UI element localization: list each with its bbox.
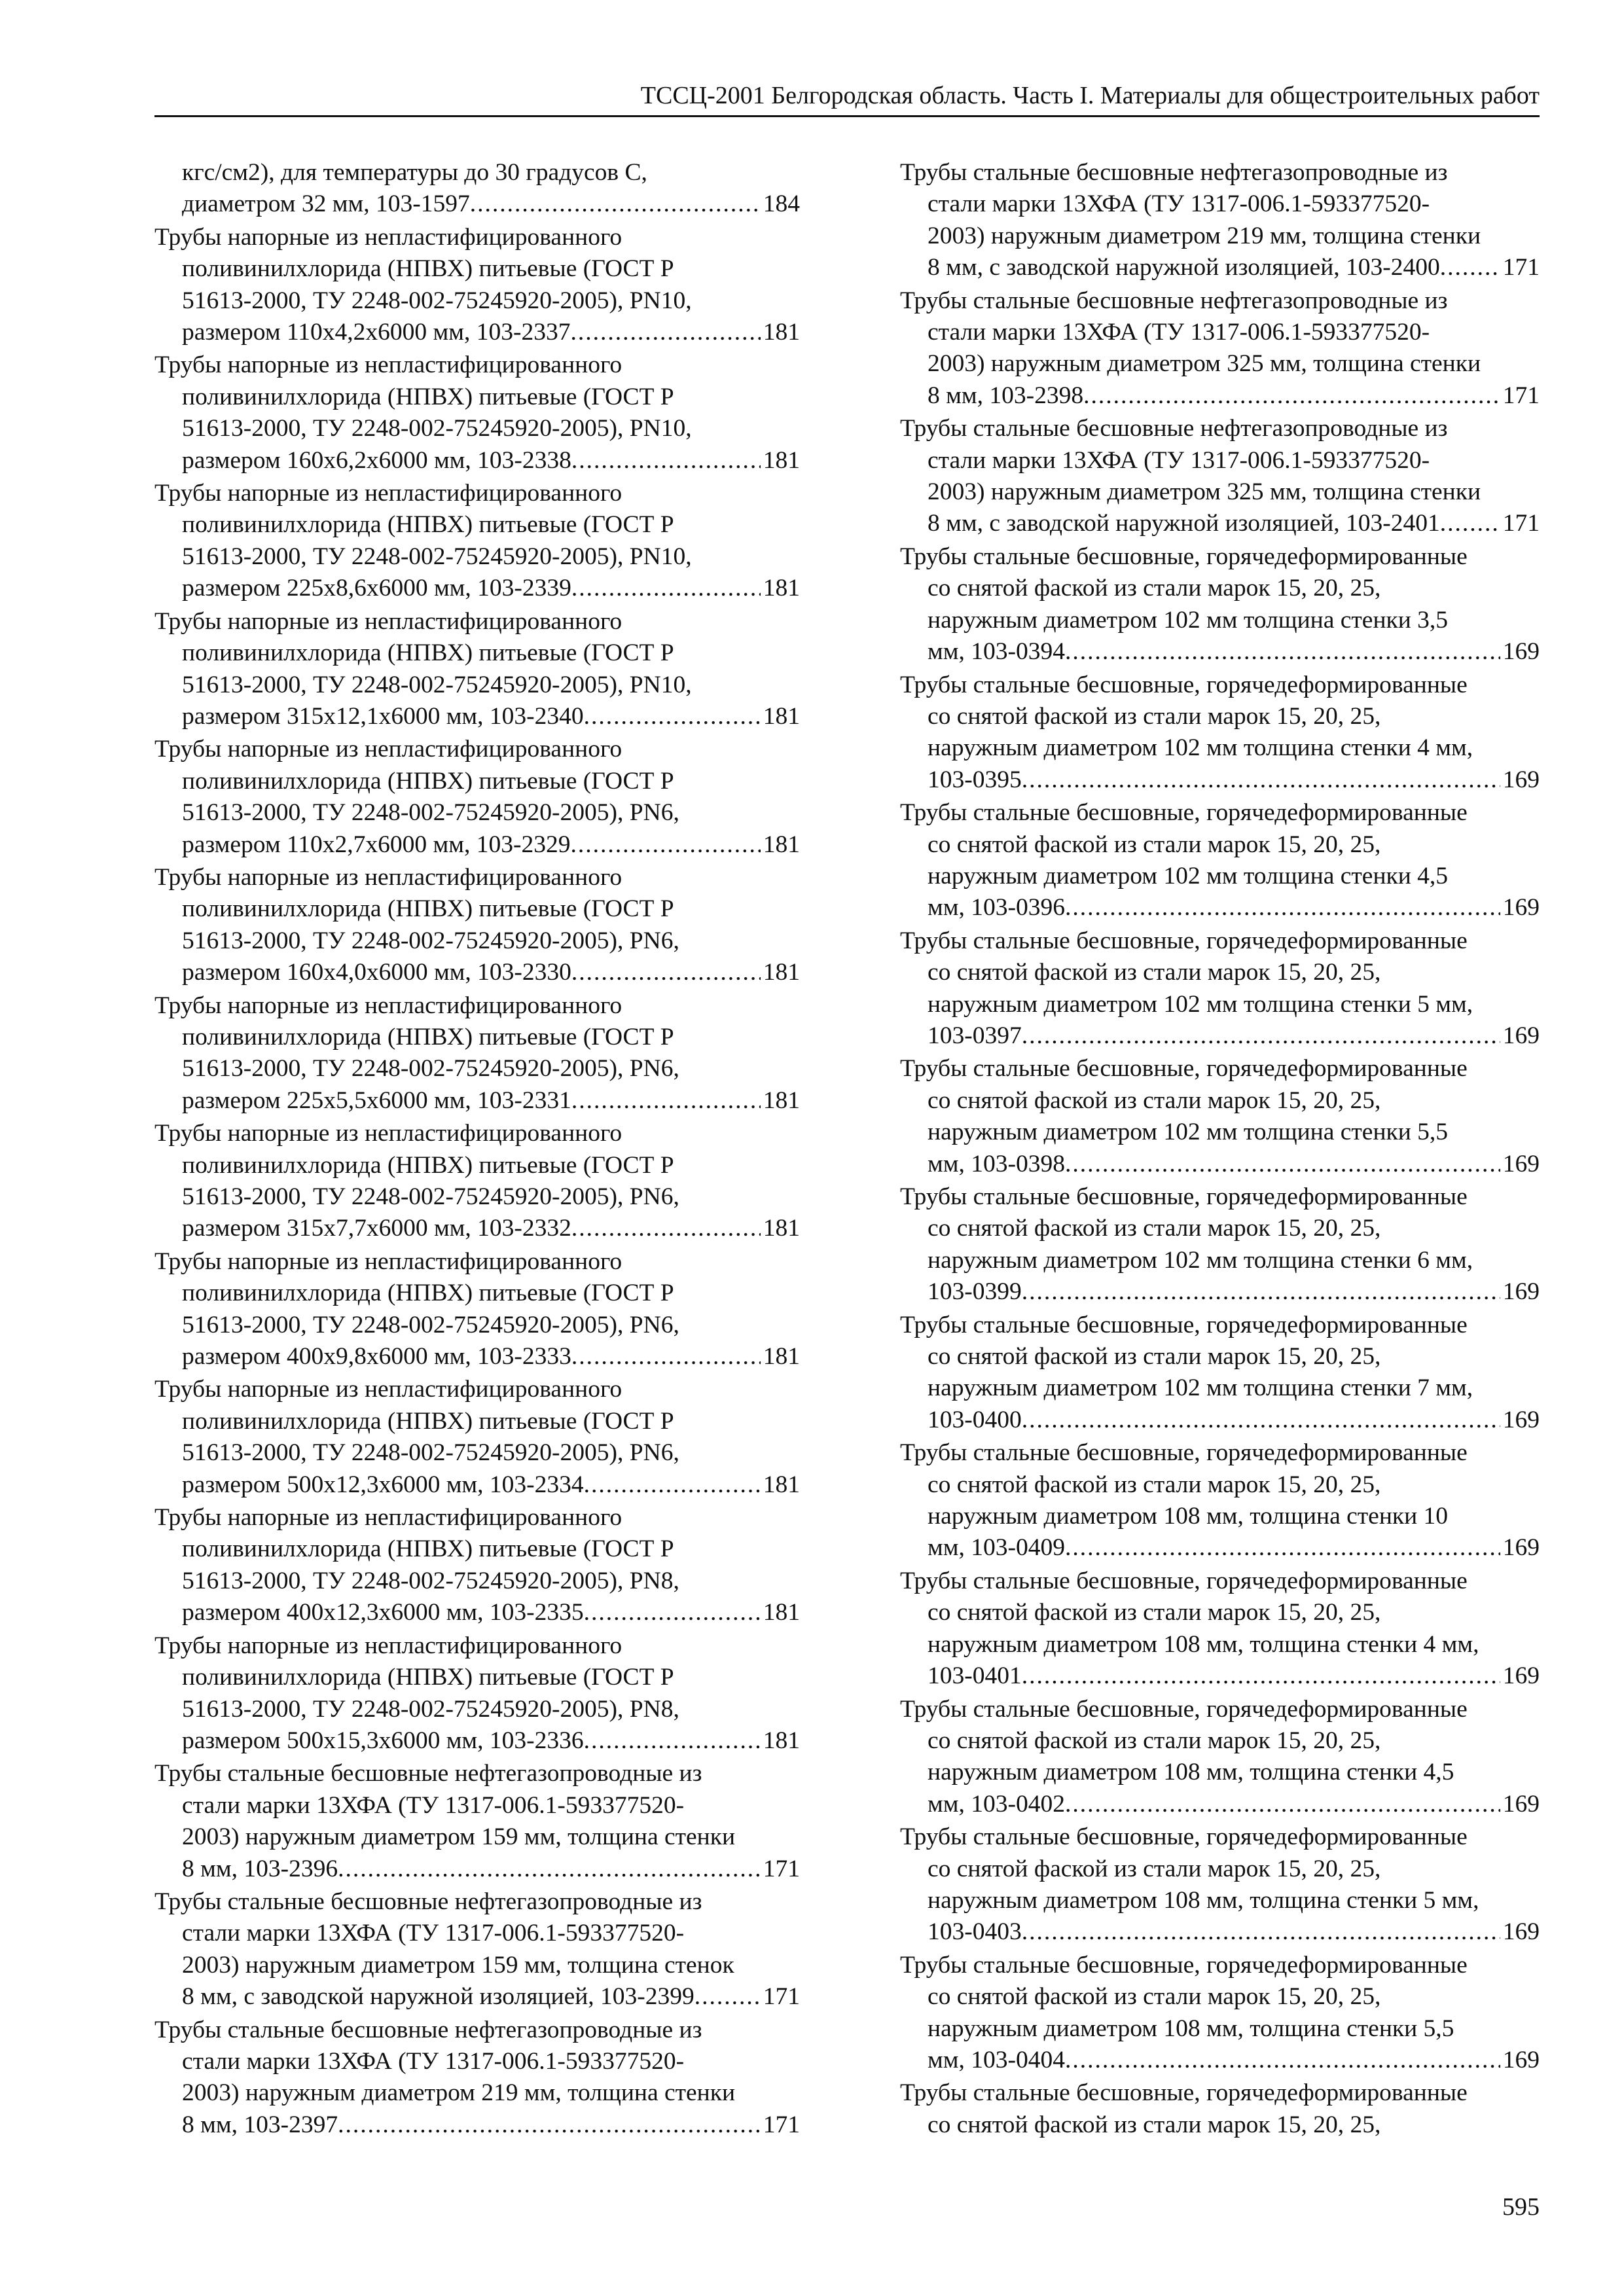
index-entry	[900, 1821, 1540, 1948]
entry-last-line	[154, 1085, 800, 1117]
entry-text-line: 51613-2000, ТУ 2248-002-75245920-2005), PN6,	[182, 1311, 679, 1338]
entry-tail-text: мм, 103-0396	[928, 894, 1065, 922]
entry-tail-text: размером 160х4,0х6000 мм, 103-2330	[182, 959, 571, 986]
entry-text-line: Трубы стальные бесшовные, горячедеформированные	[900, 1183, 1468, 1210]
entry-page-number: 181	[763, 1215, 800, 1242]
entry-page-number: 181	[763, 1343, 800, 1371]
entry-text-line: со снятой фаской из стали марок 15, 20, 25,	[928, 1343, 1381, 1371]
dot-leader	[1022, 1405, 1500, 1436]
index-entry	[900, 1566, 1540, 1693]
entry-text-line: 2003) наружным диаметром 159 мм, толщина стенок	[182, 1951, 734, 1979]
entry-text-line: со снятой фаской из стали марок 15, 20, 25,	[928, 2111, 1381, 2138]
index-column-right	[900, 157, 1540, 2142]
index-entry	[154, 990, 800, 1117]
entry-text-line: 2003) наружным диаметром 325 мм, толщина стенки	[928, 478, 1481, 506]
entry-page-number: 181	[763, 959, 800, 986]
entry-text-line: наружным диаметром 108 мм, толщина стенки 10	[928, 1503, 1449, 1530]
entry-text-line: поливинилхлорида (НПВХ) питьевые (ГОСТ Р	[182, 1664, 674, 1691]
entry-page-number: 169	[1502, 1534, 1540, 1562]
entry-text-line: Трубы напорные из непластифицированного	[154, 736, 623, 763]
entry-last-line	[900, 2045, 1540, 2076]
entry-text-line: наружным диаметром 102 мм толщина стенки 4,5	[928, 862, 1449, 889]
entry-last-line	[154, 957, 800, 988]
entry-text-line: Трубы стальные бесшовные, горячедеформированные	[900, 1823, 1468, 1851]
entry-text-line: 51613-2000, ТУ 2248-002-75245920-2005), PN10,	[182, 671, 692, 698]
entry-text-line: со снятой фаской из стали марок 15, 20, 25,	[928, 1983, 1381, 2011]
entry-text-line: наружным диаметром 108 мм, толщина стенки 4,5	[928, 1759, 1454, 1786]
dot-leader	[1065, 892, 1500, 924]
entry-last-line	[900, 764, 1540, 796]
entry-page-number: 184	[763, 190, 800, 218]
dot-leader	[1065, 1789, 1500, 1820]
dot-leader	[571, 1213, 761, 1244]
entry-last-line	[154, 2109, 800, 2141]
entry-last-line	[900, 252, 1540, 283]
entry-text-line: со снятой фаской из стали марок 15, 20, 25,	[928, 959, 1381, 986]
entry-last-line	[900, 1405, 1540, 1436]
running-header: ТССЦ-2001 Белгородская область. Часть I. Материалы для общестроительных работ	[154, 80, 1540, 117]
entry-last-line	[154, 1981, 800, 2013]
entry-last-line	[900, 1149, 1540, 1180]
entry-page-number: 181	[763, 1599, 800, 1626]
entry-text-line: стали марки 13ХФА (ТУ 1317-006.1-593377520-	[182, 1791, 685, 1819]
entry-text-line: 51613-2000, ТУ 2248-002-75245920-2005), PN10,	[182, 543, 692, 570]
entry-text-line: 51613-2000, ТУ 2248-002-75245920-2005), PN10,	[182, 287, 692, 314]
entry-text-line: 51613-2000, ТУ 2248-002-75245920-2005), PN8,	[182, 1567, 679, 1594]
entry-text-line: наружным диаметром 102 мм толщина стенки 5,5	[928, 1119, 1449, 1146]
entry-page-number: 171	[763, 2111, 800, 2138]
entry-last-line	[900, 1789, 1540, 1820]
entry-page-number: 171	[1502, 382, 1540, 409]
entry-text-line: Трубы стальные бесшовные, горячедеформированные	[900, 543, 1468, 570]
entry-text-line: Трубы стальные бесшовные нефтегазопроводные из	[154, 2016, 702, 2043]
entry-last-line	[154, 573, 800, 604]
entry-page-number: 181	[763, 1727, 800, 1754]
dot-leader	[338, 2109, 761, 2141]
entry-text-line: Трубы стальные бесшовные, горячедеформированные	[900, 1311, 1468, 1338]
dot-leader	[571, 573, 761, 604]
index-entry	[154, 1246, 800, 1373]
dot-leader	[571, 1341, 761, 1372]
entry-page-number: 181	[763, 831, 800, 858]
entry-tail-text: диаметром 32 мм, 103-1597	[182, 190, 470, 218]
entry-page-number: 169	[1502, 1662, 1540, 1690]
entry-text-line: Трубы стальные бесшовные нефтегазопроводные из	[900, 159, 1448, 186]
entry-text-line: Трубы стальные бесшовные, горячедеформированные	[900, 1695, 1468, 1723]
entry-text-line: 51613-2000, ТУ 2248-002-75245920-2005), PN6,	[182, 1055, 679, 1083]
entry-page-number: 169	[1502, 638, 1540, 666]
entry-last-line	[900, 508, 1540, 539]
entry-last-line	[154, 1725, 800, 1757]
entry-tail-text: 103-0403	[928, 1918, 1022, 1946]
dot-leader	[571, 957, 761, 988]
entry-last-line	[900, 892, 1540, 924]
entry-text-line: наружным диаметром 108 мм, толщина стенки 5,5	[928, 2015, 1454, 2042]
index-entry	[154, 606, 800, 733]
entry-tail-text: размером 400х12,3х6000 мм, 103-2335	[182, 1599, 584, 1626]
entry-page-number: 169	[1502, 1150, 1540, 1177]
dot-leader	[1022, 1660, 1500, 1692]
entry-page-number: 169	[1502, 1790, 1540, 1818]
entry-text-line: Трубы стальные бесшовные нефтегазопроводные из	[900, 415, 1448, 442]
entry-last-line	[154, 701, 800, 732]
entry-last-line	[154, 829, 800, 861]
entry-text-line: наружным диаметром 108 мм, толщина стенки 4 мм,	[928, 1630, 1479, 1658]
dot-leader	[338, 1854, 761, 1885]
entry-text-line: наружным диаметром 108 мм, толщина стенки 5 мм,	[928, 1886, 1479, 1914]
entry-text-line: стали марки 13ХФА (ТУ 1317-006.1-593377520-	[928, 319, 1430, 346]
entry-text-line: со снятой фаской из стали марок 15, 20, 25,	[928, 1086, 1381, 1114]
dot-leader	[1065, 1149, 1500, 1180]
entry-text-line: 2003) наружным диаметром 325 мм, толщина стенки	[928, 350, 1481, 378]
entry-text-line: поливинилхлорида (НПВХ) питьевые (ГОСТ Р	[182, 1023, 674, 1050]
entry-text-line: Трубы стальные бесшовные, горячедеформированные	[900, 1055, 1468, 1083]
entry-last-line	[154, 1341, 800, 1372]
dot-leader	[571, 445, 761, 476]
entry-text-line: Трубы напорные из непластифицированного	[154, 607, 623, 635]
index-entry	[900, 2077, 1540, 2141]
entry-page-number: 169	[1502, 2046, 1540, 2073]
entry-text-line: стали марки 13ХФА (ТУ 1317-006.1-593377520-	[928, 446, 1430, 474]
entry-tail-text: 8 мм, с заводской наружной изоляцией, 103-2399	[182, 1983, 695, 2011]
entry-tail-text: мм, 103-0409	[928, 1534, 1065, 1562]
index-entry	[900, 1053, 1540, 1180]
dot-leader	[1440, 508, 1500, 539]
index-entry	[900, 1694, 1540, 1821]
index-entry	[900, 1310, 1540, 1437]
entry-tail-text: размером 315х7,7х6000 мм, 103-2332	[182, 1215, 571, 1242]
entry-tail-text: мм, 103-0394	[928, 638, 1065, 666]
index-entry	[154, 222, 800, 349]
entry-tail-text: размером 315х12,1х6000 мм, 103-2340	[182, 702, 584, 730]
dot-leader	[470, 188, 761, 220]
entry-text-line: Трубы напорные из непластифицированного	[154, 1247, 623, 1275]
entry-text-line: Трубы стальные бесшовные нефтегазопроводные из	[900, 287, 1448, 314]
dot-leader	[1022, 764, 1500, 796]
dot-leader	[695, 1981, 761, 2013]
entry-text-line: поливинилхлорида (НПВХ) питьевые (ГОСТ Р	[182, 639, 674, 667]
entry-tail-text: размером 500х15,3х6000 мм, 103-2336	[182, 1727, 584, 1754]
entry-text-line: наружным диаметром 102 мм толщина стенки 4 мм,	[928, 734, 1473, 762]
entry-page-number: 169	[1502, 1278, 1540, 1306]
entry-page-number: 171	[763, 1855, 800, 1882]
entry-text-line: Трубы напорные из непластифицированного	[154, 1376, 623, 1403]
entry-text-line: 2003) наружным диаметром 219 мм, толщина стенки	[928, 222, 1481, 249]
entry-text-line: Трубы стальные бесшовные, горячедеформированные	[900, 671, 1468, 698]
entry-tail-text: размером 400х9,8х6000 мм, 103-2333	[182, 1343, 571, 1371]
entry-text-line: поливинилхлорида (НПВХ) питьевые (ГОСТ Р	[182, 1280, 674, 1307]
index-entry	[154, 862, 800, 989]
entry-text-line: Трубы напорные из непластифицированного	[154, 1632, 623, 1659]
entry-page-number: 171	[1502, 254, 1540, 281]
entry-tail-text: размером 225х5,5х6000 мм, 103-2331	[182, 1086, 571, 1114]
index-entry	[900, 670, 1540, 797]
entry-last-line	[154, 1854, 800, 1885]
entry-tail-text: мм, 103-0402	[928, 1790, 1065, 1818]
entry-page-number: 181	[763, 575, 800, 602]
entry-text-line: поливинилхлорида (НПВХ) питьевые (ГОСТ Р	[182, 1535, 674, 1563]
entry-tail-text: 8 мм, 103-2398	[928, 382, 1084, 409]
entry-text-line: наружным диаметром 102 мм толщина стенки 5 мм,	[928, 990, 1473, 1018]
entry-last-line	[154, 317, 800, 348]
index-entry	[154, 1886, 800, 2013]
dot-leader	[1083, 380, 1500, 412]
entry-text-line: поливинилхлорида (НПВХ) питьевые (ГОСТ Р	[182, 767, 674, 795]
entry-last-line	[154, 1213, 800, 1244]
entry-tail-text: 103-0395	[928, 766, 1022, 793]
entry-text-line: со снятой фаской из стали марок 15, 20, 25,	[928, 1599, 1381, 1626]
entry-tail-text: мм, 103-0398	[928, 1150, 1065, 1177]
entry-last-line	[900, 636, 1540, 668]
entry-text-line: кгс/см2), для температуры до 30 градусов С,	[182, 159, 647, 186]
dot-leader	[1022, 1916, 1500, 1948]
entry-page-number: 181	[763, 702, 800, 730]
entry-page-number: 181	[763, 446, 800, 474]
entry-text-line: наружным диаметром 102 мм толщина стенки 3,5	[928, 606, 1449, 634]
index-entry	[154, 1374, 800, 1501]
entry-text-line: Трубы напорные из непластифицированного	[154, 1120, 623, 1147]
entry-text-line: стали марки 13ХФА (ТУ 1317-006.1-593377520-	[182, 1920, 685, 1947]
page-number: 595	[1502, 2193, 1540, 2221]
entry-tail-text: мм, 103-0404	[928, 2046, 1065, 2073]
dot-leader	[1065, 2045, 1500, 2076]
entry-tail-text: 8 мм, 103-2397	[182, 2111, 338, 2138]
entry-page-number: 169	[1502, 766, 1540, 793]
dot-leader	[571, 1085, 761, 1117]
entry-last-line	[900, 1532, 1540, 1564]
index-entry	[900, 413, 1540, 540]
index-entry	[154, 734, 800, 861]
entry-text-line: Трубы напорные из непластифицированного	[154, 480, 623, 507]
entry-page-number: 181	[763, 1471, 800, 1498]
entry-page-number: 169	[1502, 1918, 1540, 1946]
entry-tail-text: 8 мм, 103-2396	[182, 1855, 338, 1882]
entry-tail-text: 8 мм, с заводской наружной изоляцией, 103-2401	[928, 510, 1440, 537]
index-entry	[154, 1118, 800, 1245]
index-entry	[900, 541, 1540, 668]
entry-tail-text: 103-0401	[928, 1662, 1022, 1690]
entry-tail-text: размером 500х12,3х6000 мм, 103-2334	[182, 1471, 584, 1498]
entry-text-line: со снятой фаской из стали марок 15, 20, 25,	[928, 831, 1381, 858]
entry-text-line: Трубы стальные бесшовные, горячедеформированные	[900, 799, 1468, 827]
entry-text-line: со снятой фаской из стали марок 15, 20, 25,	[928, 1855, 1381, 1882]
entry-last-line	[154, 188, 800, 220]
index-entry	[154, 157, 800, 221]
entry-tail-text: 103-0397	[928, 1022, 1022, 1049]
entry-text-line: Трубы стальные бесшовные, горячедеформированные	[900, 1567, 1468, 1594]
index-entry	[900, 925, 1540, 1052]
entry-last-line	[154, 1469, 800, 1501]
entry-tail-text: размером 110х2,7х6000 мм, 103-2329	[182, 831, 571, 858]
entry-text-line: поливинилхлорида (НПВХ) питьевые (ГОСТ Р	[182, 383, 674, 410]
entry-last-line	[900, 380, 1540, 412]
entry-text-line: со снятой фаской из стали марок 15, 20, 25,	[928, 1471, 1381, 1498]
dot-leader	[584, 1597, 761, 1628]
entry-text-line: поливинилхлорида (НПВХ) питьевые (ГОСТ Р	[182, 255, 674, 283]
entry-text-line: 51613-2000, ТУ 2248-002-75245920-2005), PN6,	[182, 799, 679, 827]
entry-text-line: Трубы напорные из непластифицированного	[154, 351, 623, 379]
index-entry	[154, 1758, 800, 1885]
dot-leader	[571, 829, 761, 861]
entry-text-line: Трубы напорные из непластифицированного	[154, 992, 623, 1019]
entry-text-line: со снятой фаской из стали марок 15, 20, 25,	[928, 575, 1381, 602]
entry-text-line: поливинилхлорида (НПВХ) питьевые (ГОСТ Р	[182, 1407, 674, 1435]
entry-text-line: 2003) наружным диаметром 219 мм, толщина стенки	[182, 2079, 736, 2107]
index-entry	[154, 1630, 800, 1757]
entry-tail-text: 103-0400	[928, 1406, 1022, 1433]
dot-leader	[584, 1725, 761, 1757]
entry-page-number: 181	[763, 319, 800, 346]
entry-page-number: 171	[763, 1983, 800, 2011]
entry-page-number: 169	[1502, 1406, 1540, 1433]
index-entry	[154, 1502, 800, 1629]
dot-leader	[584, 1469, 761, 1501]
dot-leader	[1065, 636, 1500, 668]
entry-text-line: Трубы стальные бесшовные, горячедеформированные	[900, 1439, 1468, 1467]
entry-text-line: 51613-2000, ТУ 2248-002-75245920-2005), PN6,	[182, 927, 679, 954]
index-entry	[900, 1181, 1540, 1308]
entry-text-line: наружным диаметром 102 мм толщина стенки 6 мм,	[928, 1246, 1473, 1274]
entry-text-line: Трубы напорные из непластифицированного	[154, 223, 623, 251]
dot-leader	[1022, 1276, 1500, 1308]
index-column-left	[154, 157, 800, 2142]
entry-text-line: 51613-2000, ТУ 2248-002-75245920-2005), PN6,	[182, 1183, 679, 1210]
entry-text-line: со снятой фаской из стали марок 15, 20, 25,	[928, 1215, 1381, 1242]
index-entry	[154, 478, 800, 605]
entry-tail-text: 8 мм, с заводской наружной изоляцией, 103-2400	[928, 254, 1440, 281]
index-entry	[900, 157, 1540, 284]
entry-text-line: стали марки 13ХФА (ТУ 1317-006.1-593377520-	[182, 2047, 685, 2075]
entry-page-number: 171	[1502, 510, 1540, 537]
entry-text-line: Трубы напорные из непластифицированного	[154, 863, 623, 891]
entry-text-line: 51613-2000, ТУ 2248-002-75245920-2005), PN10,	[182, 415, 692, 442]
entry-text-line: 51613-2000, ТУ 2248-002-75245920-2005), PN8,	[182, 1695, 679, 1723]
entry-text-line: стали марки 13ХФА (ТУ 1317-006.1-593377520-	[928, 190, 1430, 218]
entry-text-line: со снятой фаской из стали марок 15, 20, 25,	[928, 702, 1381, 730]
entry-page-number: 181	[763, 1086, 800, 1114]
dot-leader	[1022, 1020, 1500, 1052]
index-entry	[900, 797, 1540, 924]
entry-text-line: Трубы стальные бесшовные, горячедеформированные	[900, 927, 1468, 954]
index-entry	[154, 2015, 800, 2142]
dot-leader	[1440, 252, 1500, 283]
index-entry	[900, 1437, 1540, 1564]
entry-text-line: поливинилхлорида (НПВХ) питьевые (ГОСТ Р	[182, 1151, 674, 1179]
entry-text-line: Трубы стальные бесшовные нефтегазопроводные из	[154, 1760, 702, 1787]
entry-last-line	[154, 1597, 800, 1628]
entry-last-line	[900, 1916, 1540, 1948]
index-entry	[900, 1950, 1540, 2077]
entry-text-line: 51613-2000, ТУ 2248-002-75245920-2005), PN6,	[182, 1439, 679, 1467]
entry-text-line: наружным диаметром 102 мм толщина стенки 7 мм,	[928, 1374, 1473, 1402]
entry-text-line: поливинилхлорида (НПВХ) питьевые (ГОСТ Р	[182, 895, 674, 923]
entry-page-number: 169	[1502, 894, 1540, 922]
dot-leader	[584, 701, 761, 732]
dot-leader	[1065, 1532, 1500, 1564]
entry-text-line: Трубы напорные из непластифицированного	[154, 1504, 623, 1532]
entry-tail-text: размером 225х8,6х6000 мм, 103-2339	[182, 575, 571, 602]
entry-text-line: 2003) наружным диаметром 159 мм, толщина стенки	[182, 1823, 736, 1851]
entry-text-line: со снятой фаской из стали марок 15, 20, 25,	[928, 1727, 1381, 1754]
entry-last-line	[900, 1660, 1540, 1692]
entry-tail-text: размером 110х4,2х6000 мм, 103-2337	[182, 319, 571, 346]
entry-text-line: Трубы стальные бесшовные нефтегазопроводные из	[154, 1888, 702, 1915]
entry-text-line: поливинилхлорида (НПВХ) питьевые (ГОСТ Р	[182, 511, 674, 539]
entry-last-line	[900, 1020, 1540, 1052]
entry-tail-text: 103-0399	[928, 1278, 1022, 1306]
entry-text-line: Трубы стальные бесшовные, горячедеформированные	[900, 1951, 1468, 1979]
index-entry	[154, 350, 800, 476]
entry-text-line: Трубы стальные бесшовные, горячедеформированные	[900, 2079, 1468, 2107]
entry-tail-text: размером 160х6,2х6000 мм, 103-2338	[182, 446, 571, 474]
entry-last-line	[154, 445, 800, 476]
dot-leader	[571, 317, 761, 348]
entry-page-number: 169	[1502, 1022, 1540, 1049]
index-entry	[900, 285, 1540, 412]
entry-last-line	[900, 1276, 1540, 1308]
